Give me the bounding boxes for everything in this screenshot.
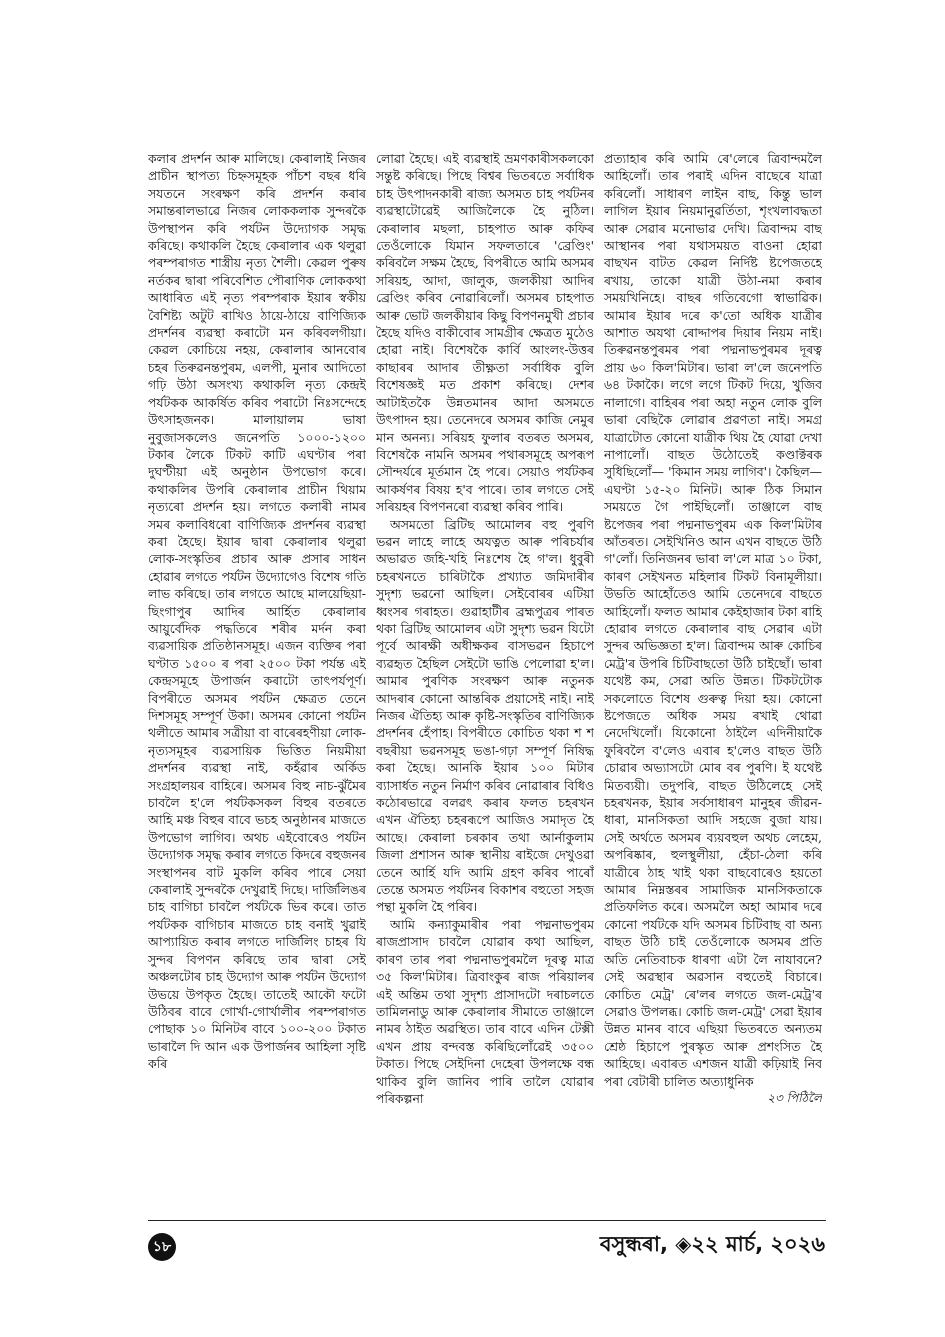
column-2-paragraph-3: আমি কন্যাকুমাৰীৰ পৰা পদ্মনাভপুৰম ৰাজপ্ৰাসাদ চাবলৈ যোৱাৰ কথা আছিল, কাৰণ তাৰ পৰা পদ্মনাভপুৰমলৈ দূৰত্ব মাত্ৰ ৩৫ কিল'মিটাৰ। ত্ৰিবাংকুৰ ৰাজ পৰিয়ালৰ এই অন্তিম তথা সুদৃশ্য প্ৰাসাদটো দৰাচলতে তামিলনাডু আৰু কেৰালাৰ সীমাতে তাঞ্জালে নামৰ ঠাইত অৱস্থিত। তাৰ বাবে এদিন টেক্সী এখন প্ৰায় বন্দবস্ত কৰিছিলোঁৱেই ৩৫০০ টকাত। পিছে সেইদিনা দেহেৰা উপলক্ষে বন্ধ থাকিব বুলি জানিব পাৰি তালৈ যোৱাৰ পৰিকল্পনা (376, 916, 594, 1106)
column-3-paragraph-1: প্ৰত্যাহাৰ কৰি আমি ৰে'লেৰে ত্ৰিবান্দমলৈ আহিলোঁ। তাৰ পৰাই এদিন বাছেৰে যাত্ৰা কৰিলোঁ। সাধাৰণ লাইন বাছ, কিন্তু ভাল লাগিল ইয়াৰ নিয়মানুৱৰ্তিতা, শৃংখলাবদ্ধতা আৰু সেৱাৰ মনোভাৱ দেখি। ত্ৰিবান্দম বাছ আস্থানৰ পৰা যথাসময়ত বাওনা হোৱা বাছখন বাটত কেৱল নিৰ্দিষ্ট ষ্টপেজতহে ৰখায়, তাকো যাত্ৰী উঠা-নমা কৰাৰ সময়খিনিহে। বাছৰ গতিবেগো স্বাভাৱিক। আমাৰ ইয়াৰ দৰে ক'তো অধিক যাত্ৰীৰ আশাত অযথা ৰোদ্দাপৰ দিয়াৰ নিয়ম নাই। তিৰুৱনন্তপুৰমৰ পৰা পদ্মনাভপুৰমৰ দূৰত্ব প্ৰায় ৬০ কিল'মিটাৰ। ভাৰা ল'লে জনেপতি ৬৪ টকাকৈ। লগে লগে টিকট দিয়ে, খুজিব নালাগে। বাহিৰৰ পৰা অহা নতুন লোক বুলি ভাৰা বেছিকৈ লোৱাৰ প্ৰৱণতা নাই। সমগ্ৰ যাত্ৰাটোত কোনো যাত্ৰীক থিয় হৈ যোৱা দেখা নাপালোঁ। বাছত উঠোতেই কণ্ডাক্টৰক সুধিছিলোঁ— 'কিমান সময় লাগিব'। কৈছিল— এঘণ্টা ১৫-২০ মিনিট। আৰু ঠিক সিমান সময়তে গৈ পাইছিলোঁ। তাঞ্জালে বাছ ষ্টপেজৰ পৰা পদ্মনাভপুৰম এক কিল'মিটাৰ আঁতৰত। সেইখিনিও আন এখন বাছতে উঠি গ'লোঁ। তিনিজনৰ ভাৰা ল'লে মাত্ৰ ১০ টকা, কাৰণ সেইখনত মহিলাৰ টিকট বিনামূলীয়া। উভতি আহোঁতেও আমি তেনেদৰে বাছতে আহিলোঁ। ফলত আমাৰ কেইহাজাৰ টকা ৰাহি হোৱাৰ লগতে কেৰালাৰ বাছ সেৱাৰ এটা সুন্দৰ অভিজ্ঞতা হ'ল। ত্ৰিবান্দম আৰু কোচিৰ মেট্ৰ'ৰ উপৰি চিটিবাছতো উঠি চাইছোঁ। ভাৰা যথেষ্ট কম, সেৱা অতি উন্নত। টিকটটোক সকলোতে বিশেষ গুৰুত্ব দিয়া হয়। কোনো ষ্টপেজতে অধিক সময় ৰখাই থোৱা নেদেখিলোঁ। যিকোনো ঠাইলৈ এদিনীয়াকৈ ফুৰিবলৈ ব'লেও এবাৰ হ'লেও বাছত উঠি চোৱাৰ অভ্যাসটো মোৰ বৰ পুৰণি। ই যথেষ্ট মিতব্যয়ী। তদুপৰি, বাছত উঠিলেহে সেই চহৰখনক, ইয়াৰ সৰ্বসাধাৰণ মানুহৰ জীৱন-ধাৰা, মানসিকতা আদি সহজে বুজা যায়। সেই অৰ্থতে অসমৰ ব্যয়বহুল অথচ লেহেম, অপৰিষ্কাৰ, হুলস্থুলীয়া, হেঁচা-ঠেলা কৰি যাত্ৰীৰে ঠাহ খাই থকা বাছবোৰেও হয়তো আমাৰ নিম্নস্তৰৰ সামাজিক মানসিকতাকে প্ৰতিফলিত কৰে। অসমলৈ অহা আমাৰ দৰে কোনো পৰ্যটকে যদি অসমৰ চিটিবাছ বা অন্য বাছত উঠি চাই তেওঁলোকে অসমৰ প্ৰতি অতি নেতিবাচক ধাৰণা এটা লৈ নাযাবনে? সেই অৱস্থাৰ অৱসান বহুতেই বিচাৰে। কোচিত মেট্ৰ' ৰে'লৰ লগতে জল-মেট্ৰ'ৰ সেৱাও উপলব্ধ। কোচি জল-মেট্ৰ' সেৱা ইয়াৰ উন্নত মানৰ বাবে এছিয়া ভিতৰতে অন্যতম শ্ৰেষ্ঠ হিচাপে পুৰস্কৃত আৰু প্ৰশংসিত হৈ আহিছে। এবাৰত এশজন যাত্ৰী কঢ়িয়াই নিব পৰা বেটাৰী চালিত অত্যাধুনিক (604, 151, 822, 1089)
footer-publication-title: বসুন্ধৰা, ◈২২ মাৰ্চ, ২০২৬ (599, 1232, 825, 1256)
page-number-badge: ১৮ (148, 1233, 176, 1261)
column-1-paragraph-1: কলাৰ প্ৰদৰ্শন আৰু মালিছে। কেৰালাই নিজৰ প্ৰাচীন স্থাপত্য চিহ্নসমূহক পাঁচশ বছৰ ধৰি সযতনে সংৰক্ষণ কৰি প্ৰদৰ্শন কৰাৰ সমান্তৰালভাৱে নিজৰ লোককলাক সুন্দৰকৈ উপস্থাপন কৰি পৰ্যটন উদ্যোগক সমৃদ্ধ কৰিছে। কথাকলি হৈছে কেৰালাৰ এক থলুৱা পৰম্পৰাগত শাস্ত্ৰীয় নৃত্য শৈলী। কেৱল পুৰুষ নৰ্তকৰ দ্বাৰা পৰিবেশিত পৌৰাণিক লোককথা আধাৰিত এই নৃত্য পৰম্পৰাক ইয়াৰ স্বকীয় বৈশিষ্ট্য অটুট ৰাখিও ঠায়ে-ঠায়ে বাণিজ্যিক প্ৰদৰ্শনৰ ব্যৱস্থা কৰাটো মন কৰিবলগীয়া। কেৱল কোচিয়ে নহয়, কেৰালাৰ আনবোৰ চহৰ তিৰুৱনন্তপুৰম, এলপী, মুনাৰ আদিতো গঢ়ি উঠা অসংখ্য কথাকলি নৃত্য কেন্দ্ৰই পৰ্যটকক আকৰ্ষিত কৰিব পৰাটো নিঃসন্দেহে উৎসাহজনক। মালায়ালম ভাষা নুবুজাসকলেও জনেপতি ১০০০-১২০০ টকাৰ লৈকে টিকট কাটি এঘণ্টাৰ পৰা দুঘণ্টীয়া এই অনুষ্ঠান উপভোগ কৰে। কথাকলিৰ উপৰি কেৰালাৰ প্ৰাচীন থিয়াম নৃত্যৰো প্ৰদৰ্শন হয়। লগতে কলাৰী নামৰ সমৰ কলাবিধৰো বাণিজ্যিক প্ৰদৰ্শনৰ ব্যৱস্থা কৰা হৈছে। ইয়াৰ দ্বাৰা কেৰালাৰ থলুৱা লোক-সংস্কৃতিৰ প্ৰচাৰ আৰু প্ৰসাৰ সাধন হোৱাৰ লগতে পৰ্যটন উদ্যোগেও বিশেষ গতি লাভ কৰিছে। তাৰ লগতে আছে মালয়েছিয়া-ছিংগাপুৰ আদিৰ আৰ্হিত কেৰালাৰ আয়ুৰ্বেদিক পদ্ধতিৰে শৰীৰ মৰ্দন কৰা ব্যৱসায়িক প্ৰতিষ্ঠানসমূহ। এজন ব্যক্তিৰ পৰা ঘণ্টাত ১৫০০ ৰ পৰা ২৫০০ টকা পৰ্যন্ত এই কেন্দ্ৰসমূহে উপাৰ্জন কৰাটো তাৎপৰ্যপূৰ্ণ। বিপৰীতে অসমৰ পৰ্যটন ক্ষেত্ৰত তেনে দিশসমূহ সম্পূৰ্ণ উকা। অসমৰ কোনো পৰ্যটন থলীতে আমাৰ সত্ৰীয়া বা বাৰেৰহণীয়া লোক-নৃত্যসমূহৰ ব্যৱসায়িক ভিত্তিত নিয়মীয়া প্ৰদৰ্শনৰ ব্যৱস্থা নাই, কহঁৱাৰ অৰ্কিড সংগ্ৰহালয়ৰ বাহিৰে। অসমৰ বিহু নাচ-ঝুঁমৈৰ চাবলৈ হ'লে পৰ্যটকসকল বিহুৰ বতৰতে আহি মঞ্চ বিহুৰ বাবে ভচহ অনুষ্ঠানৰ মাজতে উপভোগ লাগিব। অথচ এইবোৰেও পৰ্যটন উদ্যোগক সমৃদ্ধ কৰাৰ লগতে কিদৰে বহুজনৰ সংস্থাপনৰ বাট মুকলি কৰিব পাৰে সেয়া কেৰালাই সুন্দৰকৈ দেখুৱাই দিছে। দাৰ্জিলিঙৰ চাহ বাগিচা চাবলৈ পৰ্যটকে ভিৰ কৰে। তাত পৰ্যটকক বাগিচাৰ মাজতে চাহ বনাই খুৱাই আপ্যায়িত কৰাৰ লগতে দাৰ্জিলিং চাহৰ যি সুন্দৰ বিপণন কৰিছে তাৰ দ্বাৰা সেই অঞ্চলটোৰ চাহ উদ্যোগ আৰু পৰ্যটন উদ্যোগ উভয়ে উপকৃত হৈছে। তাতেই আকৌ ফটো উঠিবৰ বাবে গোৰ্খা-গোৰ্খালীৰ পৰম্পৰাগত পোছাক ১০ মিনিটৰ বাবে ১০০-২০০ টকাত ভাৰালৈ দি আন এক উপাৰ্জনৰ আহিলা সৃষ্টি কৰি (148, 151, 366, 1072)
article-column-1 (148, 150, 366, 1210)
column-2-paragraph-1: লোৱা হৈছে। এই ব্যৱস্থাই ভ্ৰমণকাৰীসকলকো সন্তুষ্ট কৰিছে। পিছে বিশ্বৰ ভিতৰতে সৰ্বাধিক চাহ উৎপাদনকাৰী ৰাজ্য অসমত চাহ পৰ্যটনৰ ব্যৱস্থাটোৱেই আজিলৈকে হৈ নুঠিল। কেৰালাৰ মছলা, চাহপাত আৰু কফিৰ তেওঁলোকে যিমান সফলতাৰে 'ব্ৰেণ্ডিং' কৰিবলৈ সক্ষম হৈছে, বিপৰীতে আমি অসমৰ সৰিয়হ, আদা, জালুক, জলকীয়া আদিৰ ব্ৰেণ্ডিং কৰিব নোৱাৰিলোঁ। অসমৰ চাহপাত আৰু ভোট জলকীয়াৰ কিছু বিপণনমুখী প্ৰচাৰ হৈছে যদিও বাকীবোৰ সামগ্ৰীৰ ক্ষেত্ৰত মুঠেও হোৱা নাই। বিশেষকৈ কাৰ্বি আংলং-উত্তৰ কাছাৰৰ আদাৰ তীক্ষ্ণতা সৰ্বাধিক বুলি বিশেষজ্ঞই মত প্ৰকাশ কৰিছে। দেশৰ আটাইতকৈ উন্নতমানৰ আদা অসমতে উৎপাদন হয়। তেনেদৰে অসমৰ কাজি নেমুৰ মান অনন্য। সৰিয়হ ফুলাৰ বতৰত অসমৰ, বিশেষকৈ নামনি অসমৰ পথাৰসমূহে অপৰূপ সৌন্দৰ্যৰে মূৰ্তমান হৈ পৰে। সেয়াও পৰ্যটকৰ আকৰ্ষণৰ বিষয় হ'ব পাৰে। তাৰ লগতে সেই সৰিয়হৰ বিপণনৰো ব্যৱস্থা কৰিব পাৰি। (376, 151, 594, 515)
footer-rule (148, 1220, 826, 1221)
column-2-paragraph-2: অসমতো ব্ৰিটিছ আমোলৰ বহু পুৰণি ভৱন লাহে লাহে অযত্নত আৰু পৰিচৰ্যাৰ অভাৱত জহি-খহি নিঃশেষ হৈ গ'ল। ধুবুৰী চহৰখনতে চাৰিটাকৈ প্ৰখ্যাত জমিদাৰীৰ সুদৃশ্য ভৱনো আছিল। সেইবোৰৰ এটিয়া ধ্বংসৰ গৰাহত। গুৱাহাটীৰ ব্ৰহ্মপুত্ৰৰ পাৰত থকা ব্ৰিটিছ আমোলৰ এটা সুদৃশ্য ভৱন যিটো পূৰ্বে আৰক্ষী অধীক্ষকৰ বাসভৱন হিচাপে ব্যৱহৃত হৈছিল সেইটো ভাঙি পেলোৱা হ'ল। আমাৰ পুৰণিক সংৰক্ষণ আৰু নতুনক আদৰাৰ কোনো আন্তৰিক প্ৰয়াসেই নাই। নাই নিজৰ ঐতিহ্য আৰু কৃষ্টি-সংস্কৃতিৰ বাণিজ্যিক প্ৰদৰ্শনৰ হেঁপাহ। বিপৰীতে কোচিত থকা শ শ বছৰীয়া ভৱনসমূহ ভঙা-গঢ়া সম্পূৰ্ণ নিষিদ্ধ কৰা হৈছে। আনকি ইয়াৰ ১০০ মিটাৰ ব্যাসাৰ্ধত নতুন নিৰ্মাণ কৰিব নোৱাৰাৰ বিধিও কঠোৰভাৱে বলৱৎ কৰাৰ ফলত চহৰখন এখন ঐতিহ্য চহৰৰূপে আজিও সমাদৃত হৈ আছে। কেৰালা চৰকাৰ তথা আৰ্নাকুলাম জিলা প্ৰশাসন আৰু স্থানীয় ৰাইজে দেখুওৱা তেনে আৰ্হি যদি আমি গ্ৰহণ কৰিব পাৰোঁ তেন্তে অসমত পৰ্যটনৰ বিকাশৰ বহুতো সহজ পন্থা মুকলি হৈ পৰিব। (376, 516, 594, 915)
article-column-3 (604, 150, 822, 1210)
continued-on-label: ২৩ পিঠিলৈ (767, 1090, 822, 1105)
article-column-2 (376, 150, 594, 1210)
